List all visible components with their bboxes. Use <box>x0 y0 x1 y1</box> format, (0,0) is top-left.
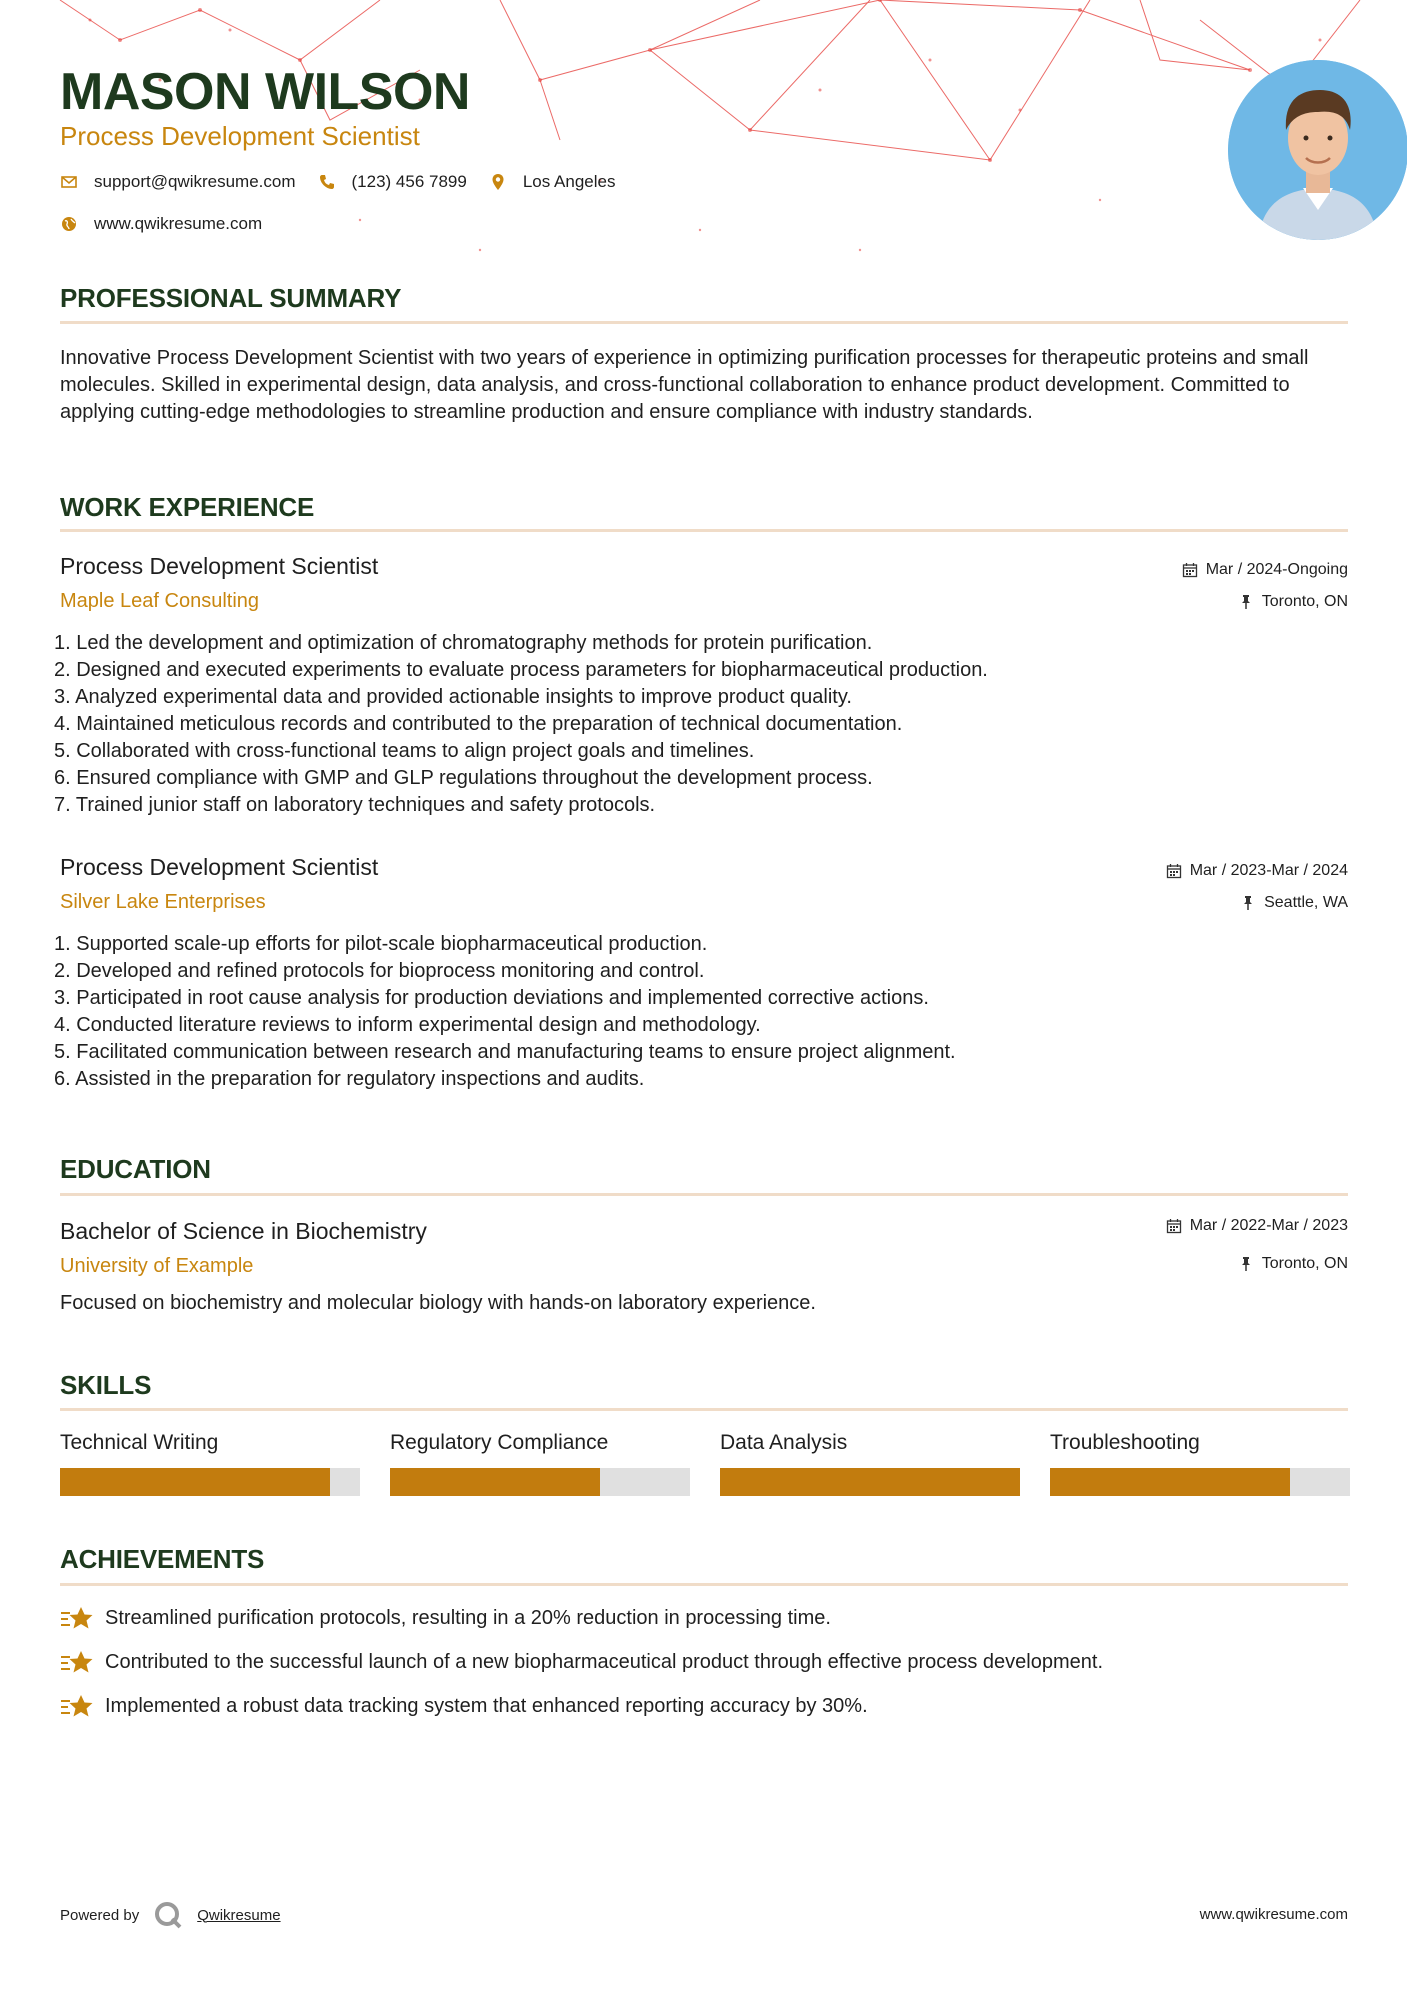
pushpin-icon <box>1240 895 1256 911</box>
contact-website <box>60 214 262 234</box>
education-location <box>1238 1254 1348 1274</box>
location-text: Los Angeles <box>522 172 616 191</box>
contact-location <box>489 172 616 192</box>
dates-text: Mar / 2022-Mar / 2023 <box>1189 1217 1348 1234</box>
skill-bar-fill <box>60 1468 330 1496</box>
avatar <box>1228 60 1407 240</box>
contact-email <box>60 172 296 192</box>
job-location <box>1240 893 1348 913</box>
education-description: Focused on biochemistry and molecular biology with hands-on laboratory experience. <box>60 1292 816 1314</box>
summary-text: Innovative Process Development Scientist with two years of experience in optimizing purification processes for therapeutic proteins and small molecules. Skilled in experimental design, data analysis, and cross-functional collaboration to enhance product development. Committed to applying cutting-edge methodologies to streamline production and ensure compliance with industry standards. <box>60 347 1309 423</box>
achievement-item <box>60 1693 868 1719</box>
pushpin-icon <box>1238 594 1254 610</box>
skill-bar <box>60 1468 360 1496</box>
list-item: 3. Analyzed experimental data and provided actionable insights to improve product quality. <box>54 686 852 708</box>
location-text: Toronto, ON <box>1261 1255 1348 1272</box>
calendar-icon <box>1166 1218 1182 1234</box>
list-item: 7. Trained junior staff on laboratory techniques and safety protocols. <box>54 794 656 816</box>
pushpin-icon <box>1238 1256 1254 1272</box>
skill-label: Technical Writing <box>60 1431 219 1454</box>
dates-text: Mar / 2024-Ongoing <box>1205 561 1348 578</box>
achievement-item <box>60 1605 831 1631</box>
list-item: 3. Participated in root cause analysis for production deviations and implemented corrective actions. <box>54 987 929 1009</box>
section-title-experience: WORK EXPERIENCE <box>60 492 315 522</box>
skill-item <box>1050 1430 1350 1456</box>
skill-label: Troubleshooting <box>1050 1431 1200 1454</box>
list-item: 6. Ensured compliance with GMP and GLP regulations throughout the development process. <box>54 767 873 789</box>
star-achievement-icon <box>60 1693 94 1719</box>
footer-website-link[interactable]: www.qwikresume.com <box>1199 1906 1348 1923</box>
calendar-icon <box>1182 562 1198 578</box>
list-item: 5. Facilitated communication between research and manufacturing teams to ensure project alignment. <box>54 1041 956 1063</box>
section-divider <box>60 321 1348 324</box>
contact-row-primary <box>60 172 637 192</box>
skill-item <box>390 1430 690 1456</box>
qwikresume-logo-icon <box>153 1900 183 1930</box>
skill-bar-fill <box>1050 1468 1290 1496</box>
achievement-item <box>60 1649 1103 1675</box>
skill-label: Regulatory Compliance <box>390 1431 609 1454</box>
section-title-summary: PROFESSIONAL SUMMARY <box>60 283 402 313</box>
skill-bar-fill <box>390 1468 600 1496</box>
star-achievement-icon <box>60 1605 94 1631</box>
job-dates <box>1182 560 1348 580</box>
section-divider <box>60 1408 1348 1411</box>
section-title-skills: SKILLS <box>60 1370 152 1400</box>
list-item: 2. Developed and refined protocols for bioprocess monitoring and control. <box>54 960 705 982</box>
footer-powered-by <box>60 1900 281 1930</box>
phone-text: (123) 456 7899 <box>351 172 467 191</box>
skill-bar-fill <box>720 1468 1020 1496</box>
contact-phone <box>318 172 467 192</box>
achievement-text: Contributed to the successful launch of a new biopharmaceutical product through effective process development. <box>105 1651 1103 1673</box>
list-item: 5. Collaborated with cross-functional teams to align project goals and timelines. <box>54 740 755 762</box>
achievement-text: Streamlined purification protocols, resulting in a 20% reduction in processing time. <box>105 1607 831 1629</box>
list-item: 4. Maintained meticulous records and contributed to the preparation of technical documentation. <box>54 713 903 735</box>
section-divider <box>60 1583 1348 1586</box>
star-achievement-icon <box>60 1649 94 1675</box>
qwikresume-link[interactable]: Qwikresume <box>197 1906 281 1924</box>
skill-item <box>720 1430 1020 1456</box>
list-item: 2. Designed and executed experiments to evaluate process parameters for biopharmaceutical production. <box>54 659 988 681</box>
powered-by-label: Powered by <box>60 1906 140 1924</box>
list-item: 4. Conducted literature reviews to inform experimental design and methodology. <box>54 1014 761 1036</box>
section-title-education: EDUCATION <box>60 1154 211 1184</box>
job-title: Process Development Scientist <box>60 854 379 880</box>
skill-item <box>60 1430 360 1456</box>
envelope-icon <box>60 173 78 191</box>
education-dates <box>1166 1216 1348 1236</box>
achievement-text: Implemented a robust data tracking system that enhanced reporting accuracy by 30%. <box>105 1695 868 1717</box>
dates-text: Mar / 2023-Mar / 2024 <box>1189 862 1348 879</box>
candidate-role: Process Development Scientist <box>60 121 420 151</box>
website-link[interactable]: www.qwikresume.com <box>94 214 263 233</box>
job-title: Process Development Scientist <box>60 553 379 579</box>
degree-title: Bachelor of Science in Biochemistry <box>60 1218 427 1244</box>
job-dates <box>1166 861 1348 881</box>
skill-bar <box>390 1468 690 1496</box>
globe-icon <box>60 215 78 233</box>
list-item: 6. Assisted in the preparation for regulatory inspections and audits. <box>54 1068 645 1090</box>
skill-bar <box>1050 1468 1350 1496</box>
section-title-achievements: ACHIEVEMENTS <box>60 1544 265 1574</box>
section-divider <box>60 529 1348 532</box>
phone-icon <box>318 173 336 191</box>
map-pin-icon <box>489 173 507 191</box>
list-item: 1. Led the development and optimization of chromatography methods for protein purification. <box>54 632 873 654</box>
company-name: Silver Lake Enterprises <box>60 891 266 913</box>
avatar-illustration <box>1228 60 1407 240</box>
section-divider <box>60 1193 1348 1196</box>
skill-label: Data Analysis <box>720 1431 848 1454</box>
job-bullets <box>54 630 988 819</box>
list-item: 1. Supported scale-up efforts for pilot-scale biopharmaceutical production. <box>54 933 708 955</box>
candidate-name: MASON WILSON <box>60 63 470 121</box>
contact-row-secondary <box>60 214 284 234</box>
school-name: University of Example <box>60 1255 254 1277</box>
network-background <box>0 0 1407 330</box>
company-name: Maple Leaf Consulting <box>60 590 260 612</box>
calendar-icon <box>1166 863 1182 879</box>
location-text: Seattle, WA <box>1264 894 1348 911</box>
skill-bar <box>720 1468 1020 1496</box>
location-text: Toronto, ON <box>1261 593 1348 610</box>
email-text: support@qwikresume.com <box>94 172 296 191</box>
job-bullets <box>54 931 956 1093</box>
job-location <box>1238 592 1348 612</box>
